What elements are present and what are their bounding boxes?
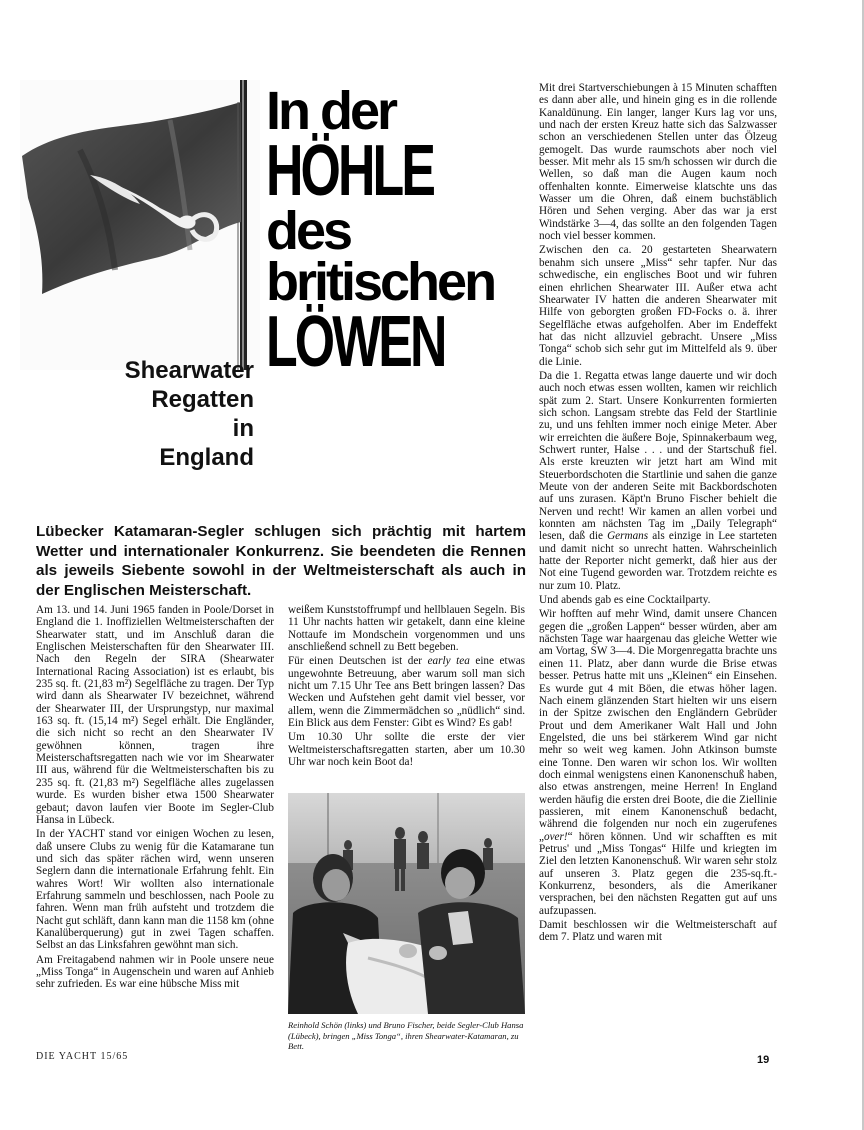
text-run: als einzige in Lee starteten und damit nicht so unrecht hatten. Wahrscheinlich hatte der Reporter nicht gemerkt, daß hier aus der Not eine Tugend geworden war. Trotzdem reichte es nur zum 10. Platz. [539, 530, 778, 592]
paragraph: Zwischen den ca. 20 gestarteten Shearwatern benahm sich unsere „Miss“ sehr tapfer. Nur das schwedische, ein englisches Boot und wir fuhren einen ehrlichen Shearwater III. Außer etwa acht Shearwater IV hatten die anderen Shearwater mit Hilfe von geborgten großen FD-Focks o. ä. ihrer Segelfläche etwas aufgeholfen. Aber im Endeffekt hat das nicht allzuviel gebracht. Unsere „Miss Tonga“ schob sich sehr gut im Mittelfeld als 9. über die Linie. [539, 244, 777, 368]
magazine-footer: DIE YACHT 15/65 [36, 1051, 129, 1062]
article-column-3 [539, 82, 777, 946]
headline-line-4: britischen [266, 251, 495, 312]
emphasis-text: over! [543, 830, 568, 843]
sailors-image [288, 793, 525, 1014]
article-intro: Lübecker Katamaran-Segler schlugen sich prächtig mit hartem Wetter und internationaler Konkurrenz. Sie beendeten die Rennen als jeweils Siebente sowohl in der Weltmeisterschaft als auch in der Englischen Meisterschaft. [36, 523, 526, 599]
subhead-line-3: in [232, 415, 254, 442]
text-run: eine etwas ungewohnte Betreuung, aber warum soll man sich nicht um 7.15 Uhr Tee ans Bett bringen lassen? Das Wecken und Aufstehen geht damit viel besser, vor allem, wenn die Zimmermädchen so „nüdlich“ sind. Ein Blick aus dem Fenster: Gibt es Wind? Es gab! [288, 655, 526, 730]
text-run: Für einen Deutschen ist der [288, 655, 428, 668]
paragraph: Damit beschlossen wir die Weltmeisterschaft auf dem 7. Platz und waren mit [539, 919, 777, 944]
paragraph: Am Freitagabend nahmen wir in Poole unsere neue „Miss Tonga“ in Augenschein und waren auf Anhieb sehr zufrieden. Es war eine hübsche Miss mit [36, 953, 274, 991]
flag-photo [20, 80, 260, 370]
page-number: 19 [757, 1054, 770, 1066]
text-run: “ hören können. Und wir schafften es mit Petrus' und „Miss Tongas“ Hilfe und kriegten im Ziel den letzten Kanonenschuß. Wir waren sehr stolz auf unseren 3. Platz gegen die 235-sq.ft.-Konkurrenz, besonders, als die Amerikaner versprachen, bei den nächsten Regatten gut auf uns aufzupassen. [539, 830, 777, 917]
text-run: Da die 1. Regatta etwas lange dauerte und wir doch auch noch etwas essen wollten, kamen wir reichlich spät zum 2. Start. Unsere Konkurrenten formierten sich schon. Langsam strebte das Feld der Startlinie zu, und uns fehlten immer noch einige Meter. Aber wir erreichten die äußere Boje, Spinnakerbaum weg, Schwert runter, Halse . . . und der Startschuß fiel. Als erste kreuzten wir jetzt hart am Wind mit Steuerbordschoten die Startlinie und sahen die ganze Meute von der anderen Seite mit Backbordschoten auf uns zurasen. Käpt'n Bruno Fischer behielt die Nerven und recht! Wir kamen an allen vorbei und konnten am nächsten Tag im „Daily Telegraph“ lesen, daß die [539, 369, 777, 543]
headline-line-3: des [266, 200, 351, 261]
subhead-line-1: Shearwater [124, 357, 254, 384]
paragraph: Mit drei Startverschiebungen à 15 Minuten schafften es dann aber alle, und hinein ging es in die rollende Kanaldünung. Ein langer, langer Kurs lag vor uns, und nach der ersten Kreuz hatte sich das Salzwasser schon an verschiedenen Stellen unter das Ölzeug gemogelt. Das wurde raumschots aber noch viel besser. Mit mehr als 15 sm/h schossen wir durch die Wellen, so daß man die Augen kaum noch offenhalten konnte. Eimerweise klatschte uns das Wasser um die Ohren, daß einem buchstäblich Hören und Sehen verging. Aber das war ja erst Windstärke 3—4, das sollte an den folgenden Tagen noch viel besser kommen. [539, 82, 777, 243]
subhead-line-2: Regatten [151, 386, 254, 413]
paragraph: Um 10.30 Uhr sollte die erste der vier Weltmeisterschaftsregatten starten, aber um 10.30 Uhr war noch kein Boot da! [288, 731, 525, 769]
emphasis-text: early tea [427, 655, 470, 668]
headline-line-2: HÖHLE [266, 131, 434, 212]
paragraph [539, 370, 777, 592]
sailors-photo [288, 793, 525, 1014]
subhead-line-4: England [159, 444, 254, 471]
emphasis-text: Germans [607, 530, 649, 543]
headline-line-5: LÖWEN [266, 302, 445, 383]
paragraph: In der YACHT stand vor einigen Wochen zu lesen, daß unsere Clubs zu wenig für die Katamarane tun und sich das später rächen wird, wenn unseren Seglern dann die internationale Erfahrung fehlt. Ein wahres Wort! Wir wollten also internationale Erfahrung sammeln und beschlossen, nach Poole zu fahren. Wenn man früh aufsteht und trotzdem die Nacht gut schläft, dann kann man die 1158 km (ohne Kanalüberquerung) gut in zwei Tagen schaffen. Selbst an das Linksfahren gewöhnt man sich. [36, 828, 274, 952]
paragraph: Am 13. und 14. Juni 1965 fanden in Poole/Dorset in England die 1. Inoffiziellen Weltmeisterschaften der Shearwater statt, und im Anschluß daran die Englischen Meisterschaften für den Shearwater III. Nach den Regeln der SIRA (Shearwater International Racing Association) ist es erlaubt, bis 235 sq. ft. (21,83 m²) Segelfläche zu tragen. Der Typ wird dann als Shearwater IV bezeichnet, während der Shearwater III, der Ursprungstyp, nur maximal 163 sq. ft. (15,14 m²) Segel erhält. Die Engländer, die sich nicht so recht an den Shearwater IV gewöhnen können, tragen ihre Meisterschaftsregatten nach wie vor im Shearwater III aus, während für die Weltmeisterschaften bis zu 235 sq. ft. (21,83 m²) Segelfläche alles zugelassen wurde. Es wurden bisher etwa 1500 Shearwater gebaut; davon laufen vier Boote im Segler-Club Hansa in Lübeck. [36, 604, 274, 826]
paragraph: Und abends gab es eine Cocktailparty. [539, 594, 711, 607]
headline-line-1: In der [266, 81, 396, 141]
article-column-2 [288, 604, 525, 770]
subheadline [60, 356, 254, 472]
paragraph [539, 608, 777, 917]
paragraph [288, 655, 525, 729]
headline [266, 81, 526, 383]
paragraph: weißem Kunststoffrumpf und hellblauen Segeln. Bis 11 Uhr nachts hatten wir getakelt, dann eine kleine Nottaufe im Mondschein vorgenommen und uns anschließend schnell zu Bett begeben. [288, 604, 525, 654]
text-run: Wir hofften auf mehr Wind, damit unsere Chancen gegen die „großen Lappen“ besser würden, aber am nächsten Tage war haargenau das gleiche Wetter wie am Vortag, SW 3—4. Die Morgenregatta brachte uns einen 11. Platz, aber dann wurde die Brise etwas besser. Petrus hatte mit uns „Kleinen“ ein Einsehen. Es wurde gut 4 mit Böen, die etwas höher lagen. Nach einem glänzenden Start hielten wir uns eisern in der Spitze zwischen den Engländern Gebrüder Prout und dem Amerikaner Walt Hall und John Engelsted, die uns bei stärkerem Wind gar nicht mehr so weit weg kamen. John Atkinson bumste eine Tonne. Den waren wir schon los. Wir wollten doch einmal wenigstens einen Kanonenschuß haben, also etwas anstrengen, meine Herren! In England werden häufig die ersten drei Boote, die die Ziellinie passieren, mit einem Kanonenschuß bedacht, während die folgenden nur noch ein zugerufenes „ [539, 608, 777, 843]
article-column-1 [36, 604, 274, 993]
flag-image [20, 80, 260, 370]
photo-caption: Reinhold Schön (links) und Bruno Fischer, beide Segler-Club Hansa (Lübeck), bringen „Miss Tonga“, ihren Shearwater-Katamaran, zu Bett. [288, 1020, 524, 1051]
